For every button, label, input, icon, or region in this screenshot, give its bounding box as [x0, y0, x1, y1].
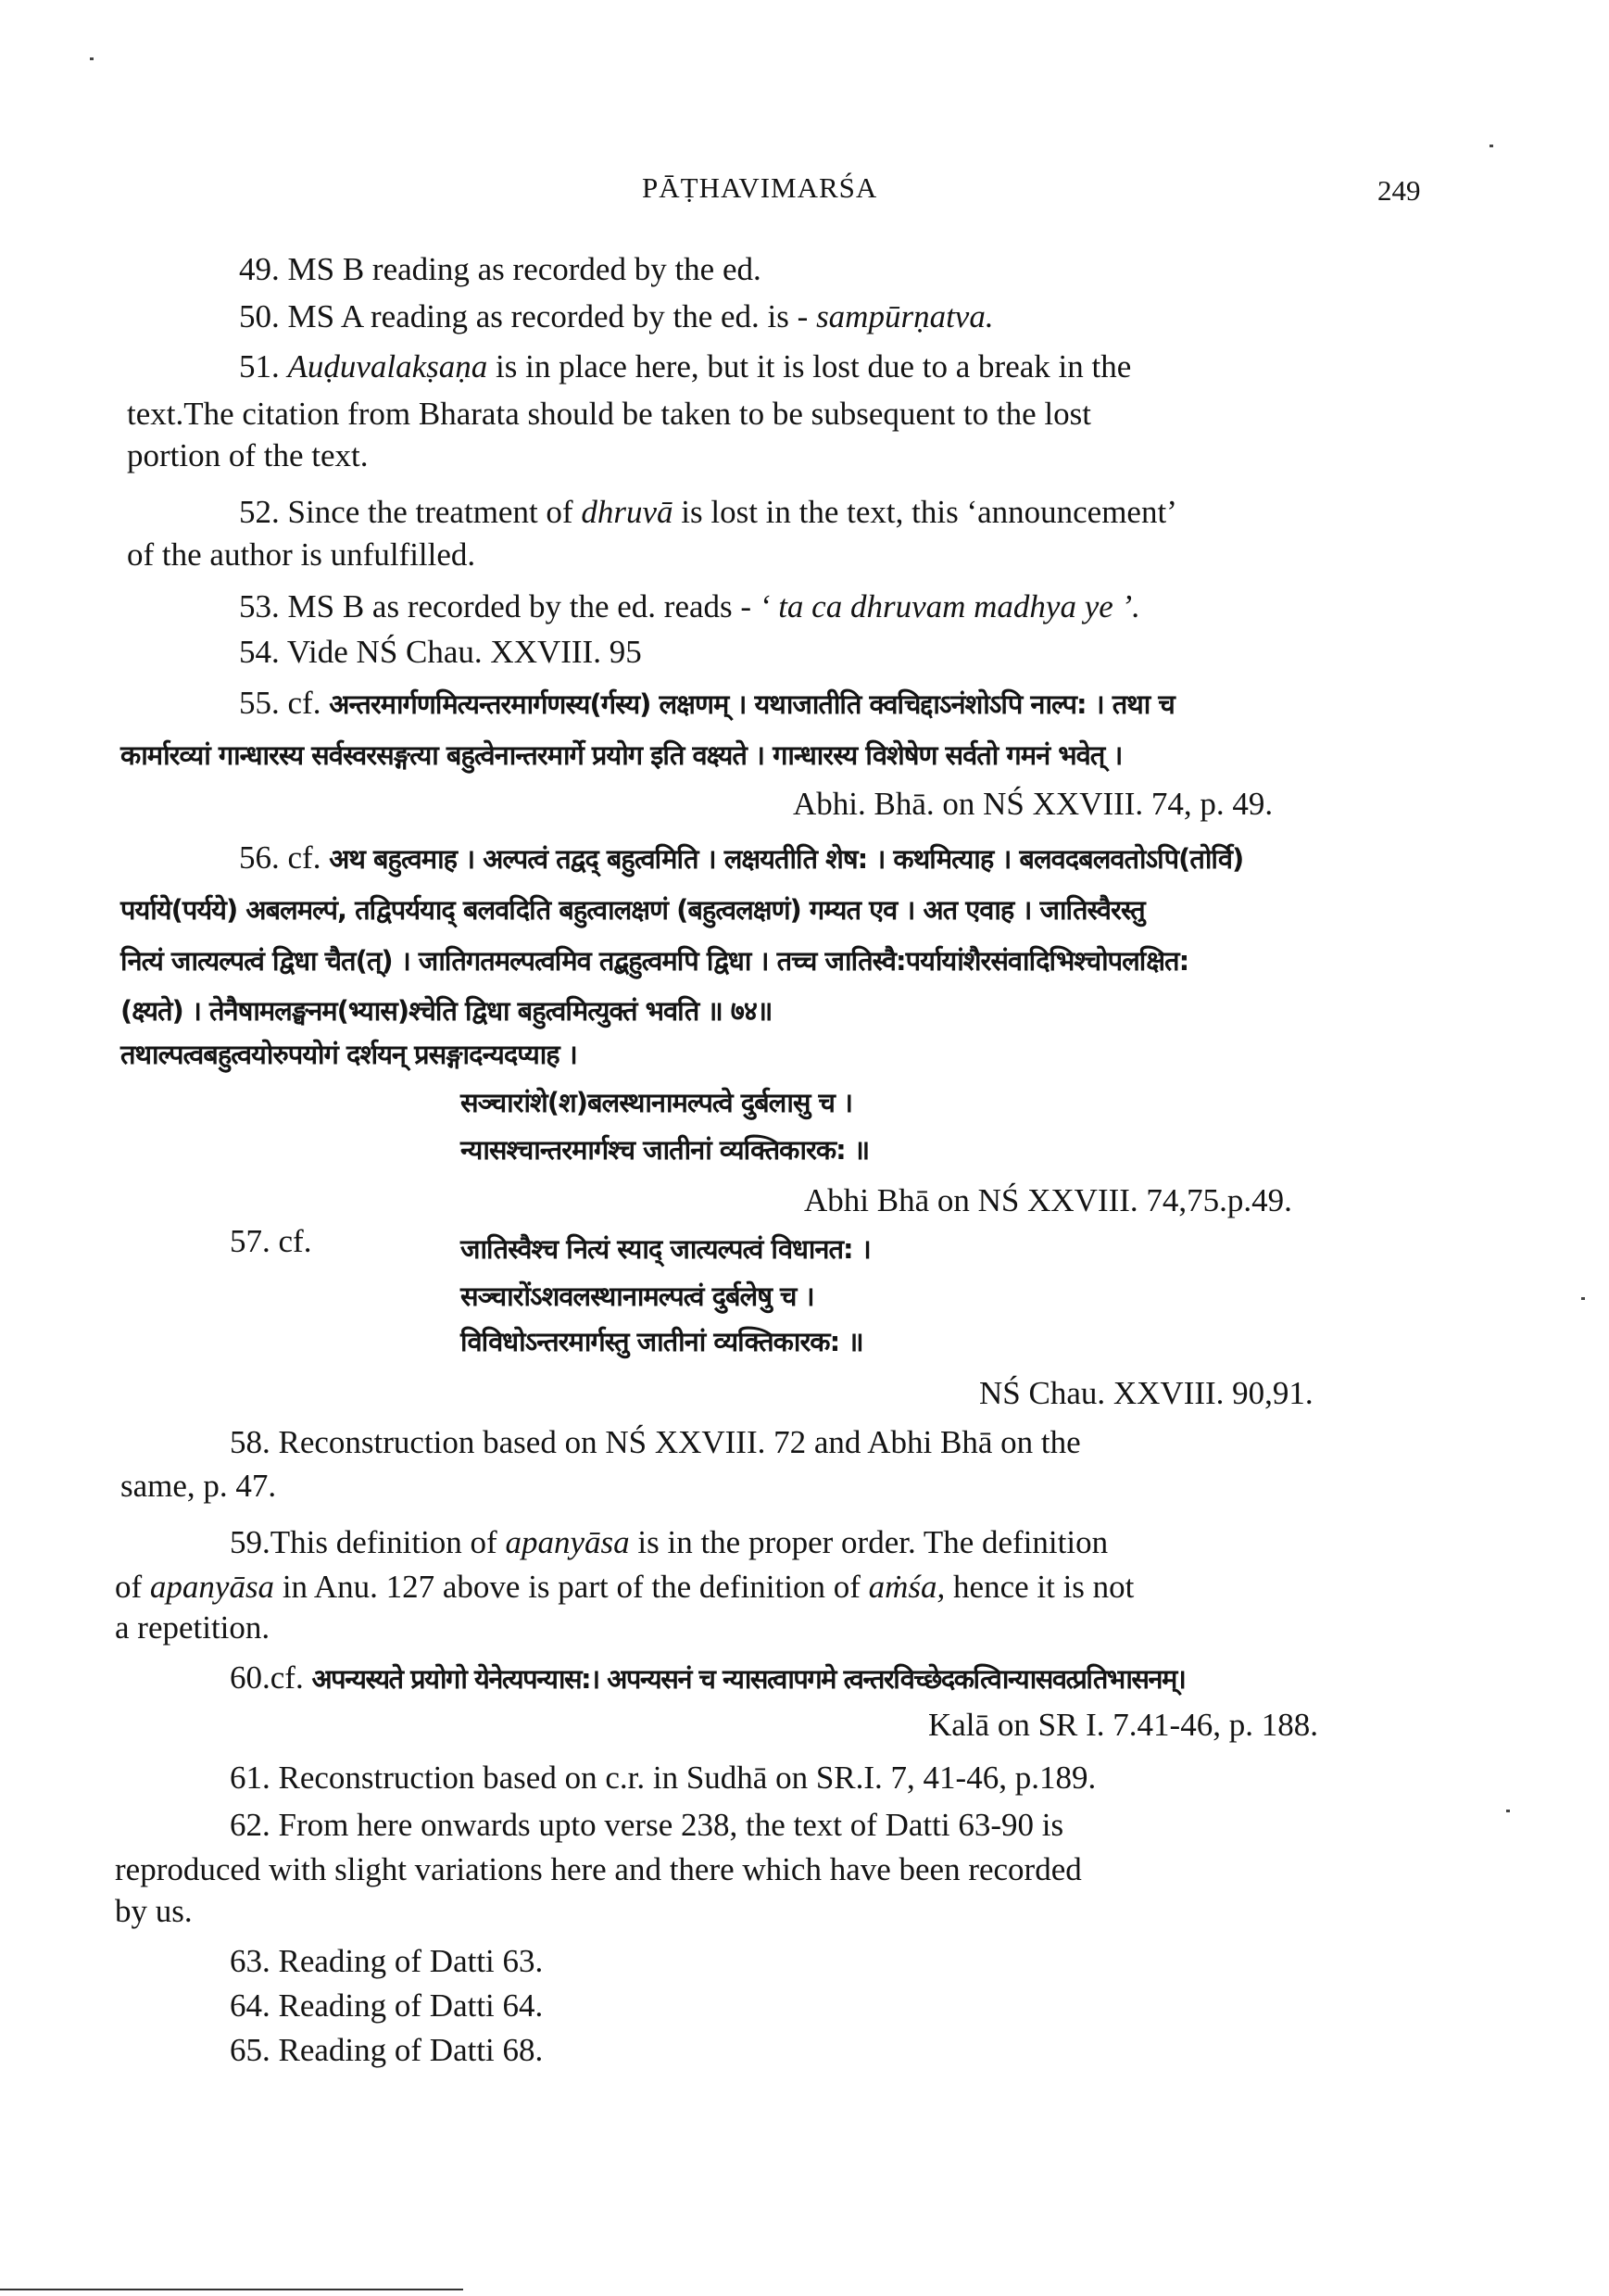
scan-speck	[1506, 1810, 1510, 1812]
note-63: 63. Reading of Datti 63.	[230, 1943, 544, 1979]
note-59-term: apanyāsa	[505, 1524, 630, 1560]
note-50-text: 50. MS A reading as recorded by the ed. is -	[239, 298, 817, 334]
running-header-title: PĀṬHAVIMARŚA	[642, 171, 878, 204]
note-60-sanskrit: अपन्यस्यते प्रयोगो येनेत्यपन्यास:। अपन्यसनं च न्यासत्वापगमे त्वन्तरविच्छेदकत्विान्यासवत्प्रतिभासनम्।	[311, 1663, 1186, 1695]
note-52-text-b: is lost in the text, this ‘announcement’	[673, 494, 1177, 530]
note-62-line-2: reproduced with slight variations here and there which have been recorded	[115, 1851, 1082, 1887]
note-57-source: NŚ Chau. XXVIII. 90,91.	[979, 1375, 1314, 1411]
note-59-term-2: apanyāsa	[149, 1569, 275, 1605]
note-56-verse-2: न्यासश्चान्तरमार्गश्च जातीनां व्यक्तिकारक: ॥	[460, 1134, 870, 1166]
scan-speck	[90, 57, 94, 60]
note-62-line-3: by us.	[115, 1893, 193, 1929]
note-59-line-1	[230, 1521, 1108, 1564]
note-51-text: is in place here, but it is lost due to a break in the	[487, 348, 1132, 385]
note-60-label: 60.cf.	[230, 1659, 312, 1696]
note-60-source: Kalā on SR I. 7.41-46, p. 188.	[928, 1707, 1318, 1743]
note-59-line-2	[115, 1566, 1134, 1608]
note-51-line-1	[239, 346, 1131, 388]
note-56-line-1	[239, 837, 1243, 880]
note-56-label: 56. cf.	[239, 839, 330, 876]
note-50-term: sampūrṇatva.	[816, 298, 994, 334]
note-59-text-c: of	[115, 1569, 150, 1605]
note-56-sanskrit-3: नित्यं जात्यल्पत्वं द्विधा चैत(त्) । जातिगतमल्पत्वमिव तद्बहुत्वमपि द्विधा । तच्च जातिस्वै:पर्यायांशैरसंवादिभिश्चोपलक्षित:	[120, 945, 1189, 977]
note-54: 54. Vide NŚ Chau. XXVIII. 95	[239, 634, 642, 670]
note-52-term: dhruvā	[581, 494, 673, 530]
note-56-source: Abhi Bhā on NŚ XXVIII. 74,75.p.49.	[804, 1182, 1292, 1218]
note-62-line-1: 62. From here onwards upto verse 238, the text of Datti 63-90 is	[230, 1807, 1064, 1843]
note-51-line-2: text.The citation from Bharata should be taken to be subsequent to the lost	[127, 396, 1091, 432]
note-55-sanskrit-1: अन्तरमार्गणमित्यन्तरमार्गणस्य(र्गस्य) लक्षणम् । यथाजातीति क्वचिद्दाऽनंशोऽपि नाल्प: । तथा च	[329, 688, 1175, 720]
note-57-label: 57. cf.	[230, 1223, 312, 1259]
note-49: 49. MS B reading as recorded by the ed.	[239, 251, 761, 287]
note-59-text-a: 59.This definition of	[230, 1524, 506, 1560]
note-57-verse-1: जातिस्वैश्च नित्यं स्याद् जात्यल्पत्वं विधानत: ।	[460, 1233, 871, 1265]
note-53	[239, 586, 1140, 628]
note-53-quote: ‘ ta ca dhruvam madhya ye ’.	[759, 588, 1140, 624]
note-57-verse-3: विविधोऽन्तरमार्गस्तु जातीनां व्यक्तिकारक: ॥	[460, 1326, 863, 1357]
note-55-label: 55. cf.	[239, 685, 330, 721]
note-65: 65. Reading of Datti 68.	[230, 2032, 544, 2068]
note-52-line-1	[239, 491, 1177, 534]
note-51-term: Auḍuvalakṣaṇa	[287, 348, 488, 385]
note-58-line-2: same, p. 47.	[120, 1468, 277, 1504]
note-52-line-2: of the author is unfulfilled.	[127, 536, 476, 573]
note-56-sanskrit-4: (क्ष्यते) । तेनैषामलङ्घनम(भ्यास)श्चेति द्विधा बहुत्वमित्युक्तं भवति ॥ ७४॥	[120, 995, 773, 1027]
scan-edge-line	[0, 2289, 463, 2290]
note-60-line-1	[230, 1657, 1185, 1700]
note-58-line-1: 58. Reconstruction based on NŚ XXVIII. 72 and Abhi Bhā on the	[230, 1424, 1081, 1460]
note-56-sanskrit-2: पर्यायेे(पर्यये) अबलमल्पं, तद्विपर्ययाद् बलवदिति बहुत्वालक्षणं (बहुत्वलक्षणं) गम्यत एव । अत एवाह । जातिस्वैरस्तु	[120, 894, 1145, 926]
note-55-line-1	[239, 682, 1175, 725]
note-50	[239, 296, 994, 338]
note-61: 61. Reconstruction based on c.r. in Sudhā on SR.I. 7, 41-46, p.189.	[230, 1760, 1097, 1796]
note-56-sanskrit-1: अथ बहुत्वमाह । अल्पत्वं तद्वद् बहुत्वमिति । लक्षयतीति शेष: । कथमित्याह । बलवदबलवतोऽपि(तोर्वि)	[329, 843, 1244, 875]
note-51-number: 51.	[239, 348, 288, 385]
note-59-text-e: hence it is not	[945, 1569, 1135, 1605]
note-59-line-3: a repetition.	[115, 1609, 270, 1646]
note-59-text-b: is in the proper order. The definition	[629, 1524, 1109, 1560]
note-57-verse-2: सञ्चारोंऽशवलस्थानामल्पत्वं दुर्बलेषु च ।	[460, 1280, 814, 1312]
note-55-sanskrit-2: कार्मारव्यां गान्धारस्य सर्वस्वरसङ्गत्या बहुत्वेनान्तरमार्गे प्रयोग इति वक्ष्यते । गान्धारस्य विशेषेण सर्वतो गमनं भवेत् ।	[120, 739, 1123, 771]
note-59-term-3: aṁśa,	[868, 1569, 946, 1605]
scan-speck	[1490, 145, 1493, 147]
page-number: 249	[1377, 174, 1421, 207]
note-56-verse-1: सञ्चारांशे(श)बलस्थानामल्पत्वे दुर्बलासु च ।	[460, 1087, 853, 1118]
note-55-source: Abhi. Bhā. on NŚ XXVIII. 74, p. 49.	[793, 786, 1274, 822]
note-59-text-d: in Anu. 127 above is part of the definition of	[274, 1569, 869, 1605]
note-53-text: 53. MS B as recorded by the ed. reads -	[239, 588, 760, 624]
note-51-line-3: portion of the text.	[127, 437, 369, 473]
scan-speck	[1581, 1297, 1585, 1300]
note-56-sanskrit-5: तथाल्पत्वबहुत्वयोरुपयोगं दर्शयन् प्रसङ्गादन्यदप्याह ।	[120, 1039, 577, 1070]
note-64: 64. Reading of Datti 64.	[230, 1987, 544, 2024]
note-52-text-a: 52. Since the treatment of	[239, 494, 582, 530]
